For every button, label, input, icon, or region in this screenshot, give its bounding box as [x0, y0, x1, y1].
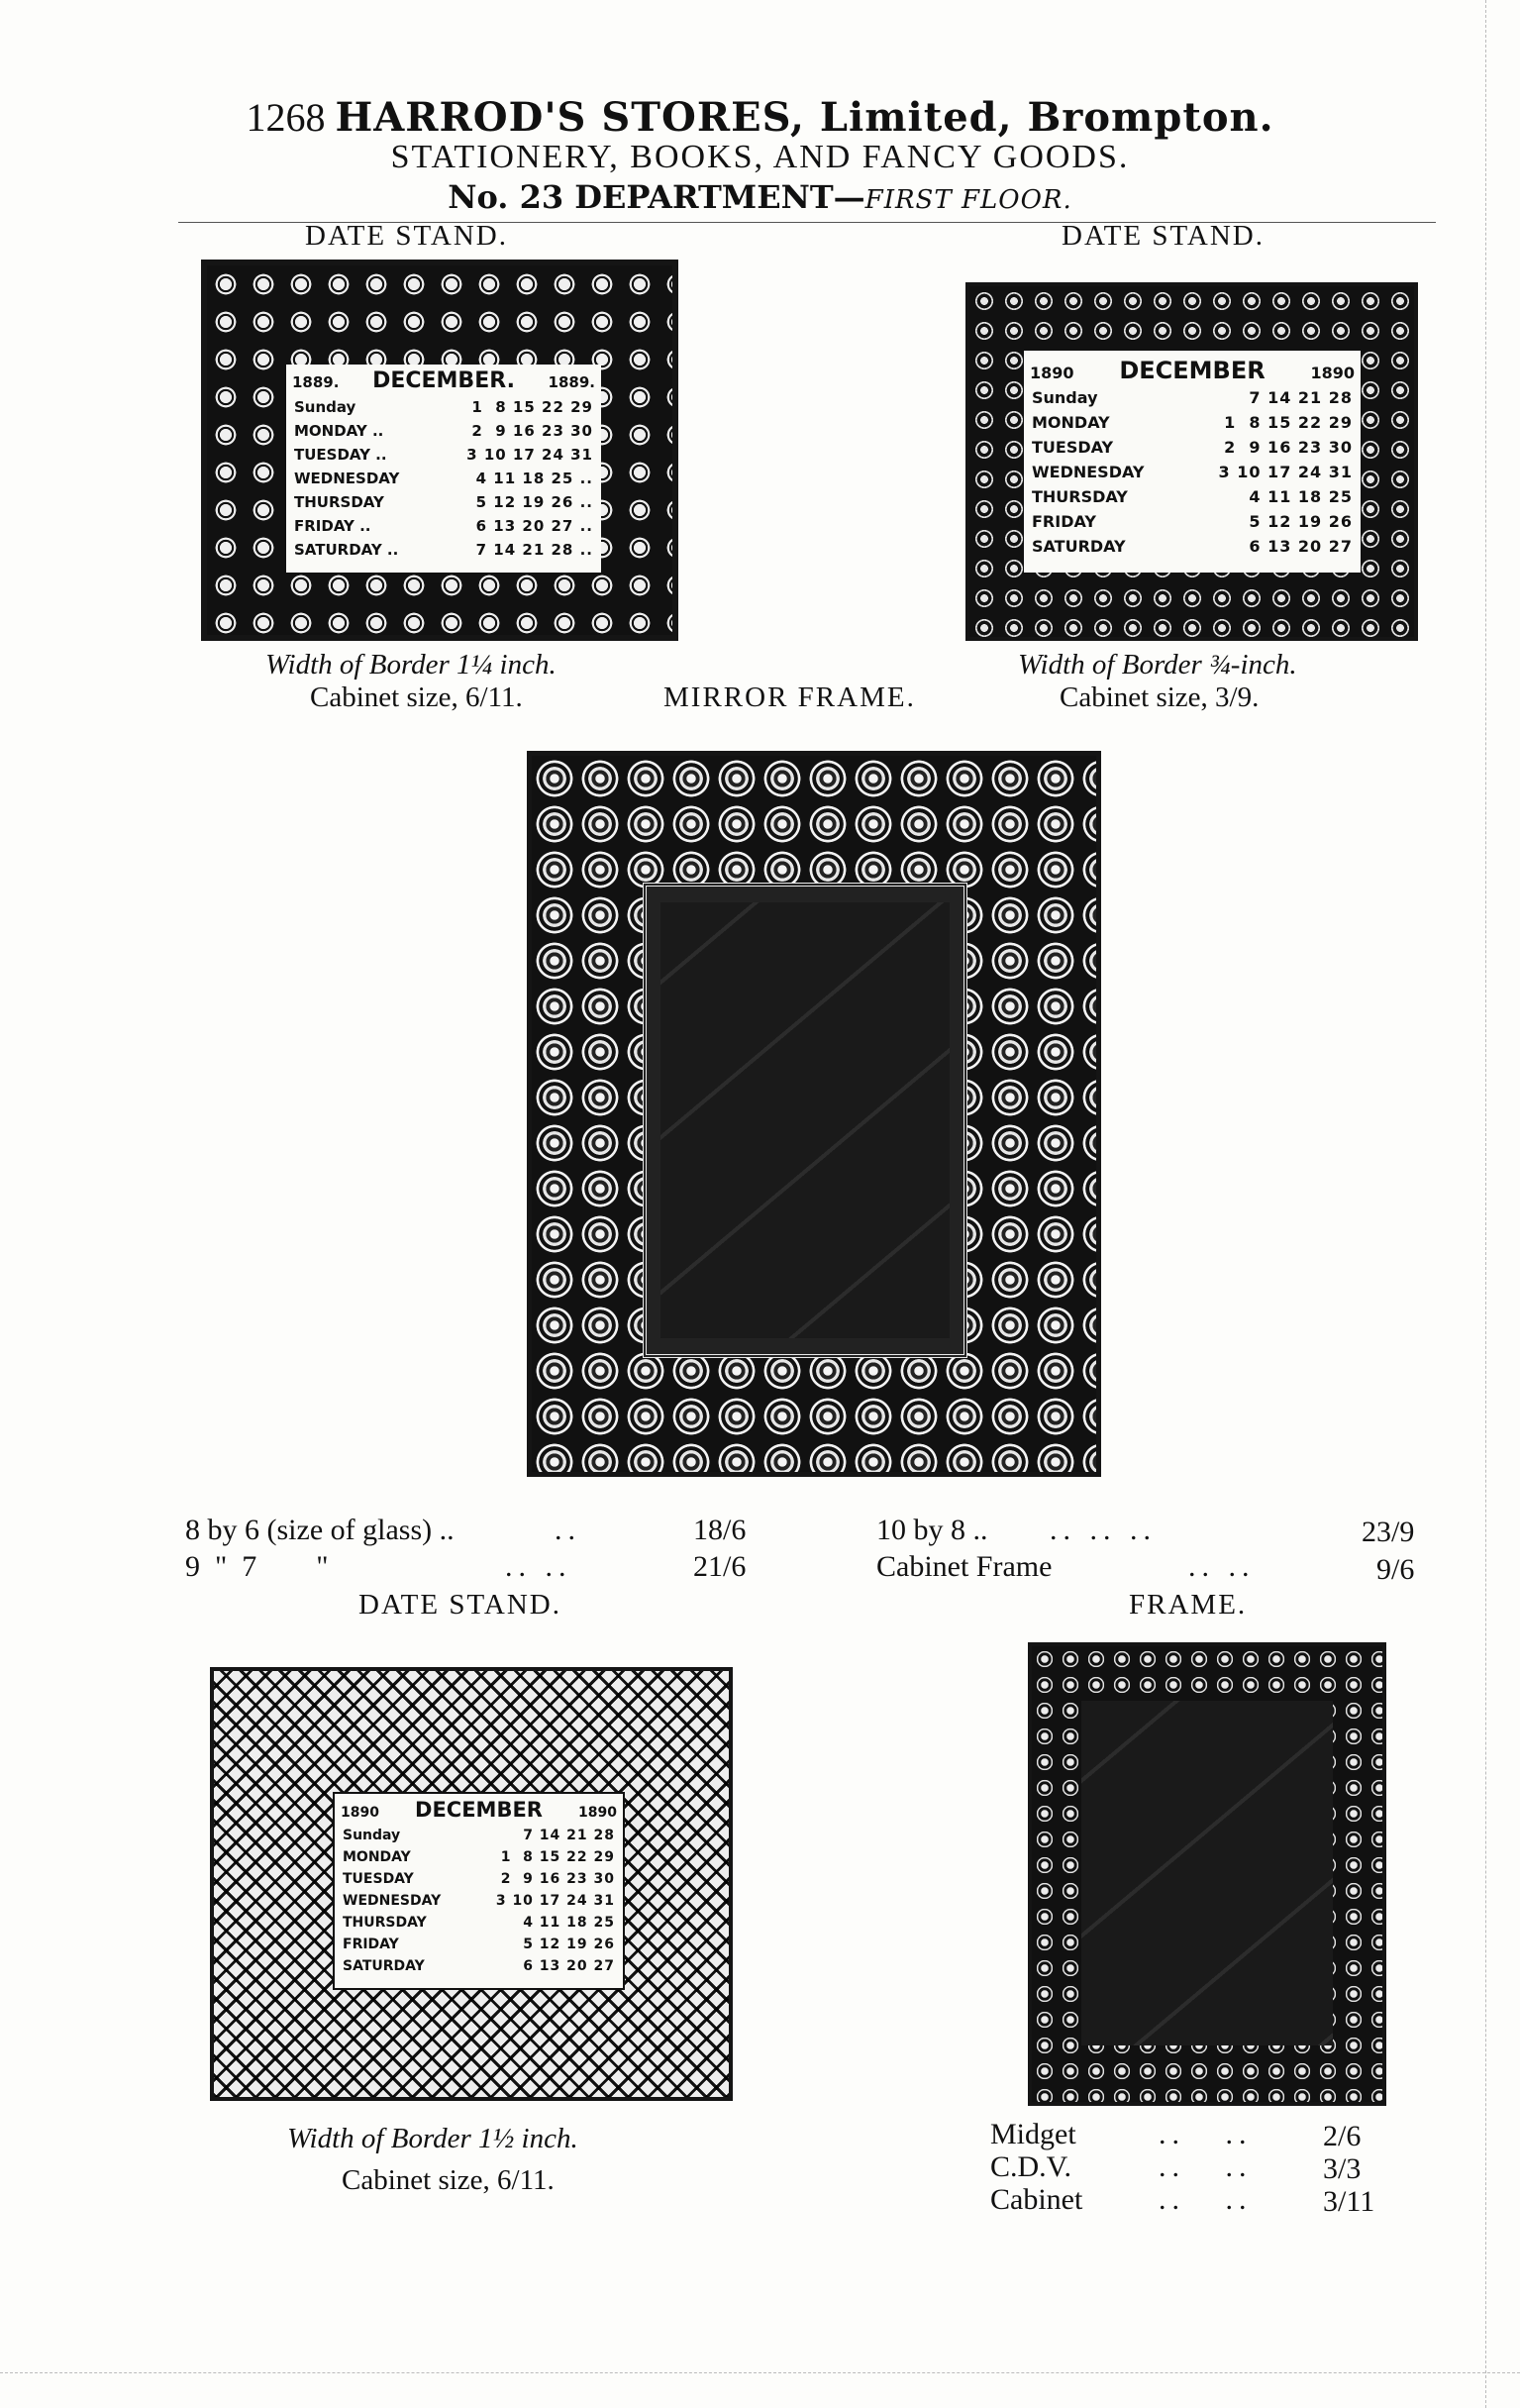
price-value: 3/11 [1323, 2185, 1375, 2218]
price-dots: .. .. [1159, 2118, 1253, 2150]
calendar-day-name: MONDAY [1032, 413, 1110, 432]
calendar-day-numbers: 1 8 15 22 29 [471, 398, 593, 416]
price-dots: .. .. [1159, 2150, 1253, 2183]
date-stand-3-frame [210, 1667, 733, 2101]
mirror-glass [660, 902, 950, 1338]
calendar-day-numbers: 3 10 17 24 31 [1218, 463, 1353, 481]
page-number: 1268 [246, 95, 326, 140]
small-frame [1028, 1642, 1386, 2106]
mirror-frame-title: MIRROR FRAME. [663, 681, 916, 713]
calendar-row [335, 1828, 623, 1843]
calendar-row [335, 1871, 623, 1887]
calendar-row [335, 1849, 623, 1865]
calendar-day-name: Sunday [294, 398, 356, 416]
calendar-row [286, 422, 601, 440]
price-dots: .. .. [505, 1550, 572, 1583]
mirror-price-row [876, 1514, 988, 1547]
calendar-row [286, 470, 601, 487]
calendar-day-name: FRIDAY [1032, 512, 1096, 531]
catalog-subtitle: STATIONERY, BOOKS, AND FANCY GOODS. [390, 139, 1130, 175]
mirror-price-row [185, 1550, 329, 1584]
date-stand-2-border-caption: Width of Border ¾-inch. [1018, 649, 1297, 681]
price-dots: .. .. .. [1050, 1514, 1157, 1546]
calendar-day-numbers: 1 8 15 22 29 [1224, 413, 1353, 432]
calendar-day-name: SATURDAY [343, 1958, 425, 1974]
price-label: 9 " 7 " [185, 1550, 329, 1583]
calendar-year-right: 1889. [548, 373, 595, 391]
calendar-row [286, 493, 601, 511]
price-value: 21/6 [693, 1550, 747, 1583]
calendar-day-numbers: 4 11 18 25 [1249, 487, 1353, 506]
calendar-day-numbers: 1 8 15 22 29 [500, 1849, 615, 1865]
small-frame-title: FRAME. [1129, 1589, 1248, 1621]
calendar-day-name: MONDAY [343, 1849, 411, 1865]
calendar-day-numbers: 4 11 18 25 [523, 1915, 615, 1931]
company-name: HARROD'S STORES, Limited, Brompton. [335, 94, 1274, 141]
calendar-row [1024, 537, 1361, 556]
calendar-row [286, 541, 601, 559]
calendar-day-numbers: 5 12 19 26 [523, 1937, 615, 1952]
calendar-row [286, 446, 601, 464]
calendar-day-name: THURSDAY [294, 493, 384, 511]
calendar-day-numbers: 6 13 20 27 [523, 1958, 615, 1974]
date-stand-1-frame [201, 260, 678, 641]
calendar-year-right: 1890 [1310, 364, 1355, 382]
calendar-day-numbers: 4 11 18 25 .. [475, 470, 593, 487]
calendar-row [1024, 487, 1361, 506]
calendar-row [335, 1937, 623, 1952]
price-value: 18/6 [693, 1514, 747, 1546]
price-label: Cabinet Frame [876, 1550, 1053, 1583]
date-stand-2-calendar [1024, 351, 1361, 573]
calendar-day-name: WEDNESDAY [343, 1893, 442, 1909]
calendar-year-left: 1890 [1030, 364, 1074, 382]
mirror-frame [527, 751, 1101, 1477]
calendar-row [1024, 463, 1361, 481]
calendar-heading [335, 1798, 623, 1822]
calendar-day-name: MONDAY .. [294, 422, 384, 440]
calendar-day-numbers: 5 12 19 26 [1249, 512, 1353, 531]
calendar-day-numbers: 3 10 17 24 31 [495, 1893, 615, 1909]
calendar-day-name: FRIDAY .. [294, 517, 371, 535]
mirror-price-row [185, 1514, 455, 1547]
calendar-day-name: THURSDAY [343, 1915, 427, 1931]
date-stand-2-price: Cabinet size, 3/9. [1060, 681, 1260, 713]
calendar-day-name: TUESDAY .. [294, 446, 387, 464]
calendar-month: DECEMBER. [372, 368, 515, 393]
calendar-row [335, 1958, 623, 1974]
calendar-day-numbers: 2 9 16 23 30 [471, 422, 593, 440]
calendar-row [1024, 438, 1361, 457]
floor-label: FIRST FLOOR. [864, 185, 1072, 215]
date-stand-1-price: Cabinet size, 6/11. [310, 681, 523, 713]
calendar-day-name: Sunday [343, 1828, 401, 1843]
page-edge-bottom [0, 2372, 1520, 2374]
small-frame-price-row [990, 2118, 1076, 2151]
calendar-day-numbers: 7 14 21 28 [1249, 388, 1353, 407]
price-label: 10 by 8 .. [876, 1514, 988, 1546]
calendar-day-numbers: 7 14 21 28 .. [475, 541, 593, 559]
date-stand-3-calendar [333, 1792, 625, 1990]
date-stand-1-border-caption: Width of Border 1¼ inch. [265, 649, 557, 681]
price-value: 2/6 [1323, 2120, 1362, 2152]
date-stand-3-price: Cabinet size, 6/11. [342, 2164, 555, 2196]
price-dots: .. [555, 1514, 581, 1546]
date-stand-1-title: DATE STAND. [305, 220, 508, 252]
calendar-year-left: 1890 [341, 1805, 379, 1821]
date-stand-1-calendar [286, 365, 601, 573]
calendar-year-right: 1890 [578, 1805, 617, 1821]
calendar-heading [286, 368, 601, 393]
price-label: Cabinet [990, 2183, 1083, 2216]
small-frame-price-row [990, 2150, 1071, 2184]
calendar-day-name: TUESDAY [343, 1871, 414, 1887]
price-value: 3/3 [1323, 2152, 1362, 2185]
price-label: C.D.V. [990, 2150, 1071, 2183]
calendar-day-name: SATURDAY [1032, 537, 1126, 556]
calendar-day-numbers: 6 13 20 27 [1249, 537, 1353, 556]
calendar-day-name: Sunday [1032, 388, 1098, 407]
calendar-day-numbers: 5 12 19 26 .. [475, 493, 593, 511]
calendar-day-numbers: 3 10 17 24 31 [466, 446, 593, 464]
calendar-day-numbers: 7 14 21 28 [523, 1828, 615, 1843]
price-value: 23/9 [1362, 1516, 1415, 1548]
date-stand-3-border-caption: Width of Border 1½ inch. [287, 2123, 578, 2154]
calendar-day-name: FRIDAY [343, 1937, 399, 1952]
price-label: 8 by 6 (size of glass) .. [185, 1514, 455, 1546]
small-frame-glass [1081, 1701, 1333, 2045]
date-stand-2-title: DATE STAND. [1062, 220, 1265, 252]
calendar-row [1024, 512, 1361, 531]
page-edge-right [1485, 0, 1487, 2408]
page-header [0, 94, 1520, 141]
calendar-month: DECEMBER [1119, 357, 1266, 384]
calendar-year-left: 1889. [292, 373, 340, 391]
date-stand-3-title: DATE STAND. [358, 1589, 561, 1621]
calendar-row [1024, 413, 1361, 432]
price-dots: .. .. [1188, 1550, 1256, 1583]
calendar-day-name: WEDNESDAY [1032, 463, 1145, 481]
calendar-day-name: THURSDAY [1032, 487, 1128, 506]
price-value: 9/6 [1376, 1553, 1415, 1586]
department-label: No. 23 DEPARTMENT— [448, 178, 865, 216]
department-line [0, 178, 1520, 216]
calendar-day-numbers: 2 9 16 23 30 [500, 1871, 615, 1887]
calendar-day-name: WEDNESDAY [294, 470, 400, 487]
price-label: Midget [990, 2118, 1076, 2150]
small-frame-price-row [990, 2183, 1082, 2217]
calendar-row [1024, 388, 1361, 407]
calendar-day-name: TUESDAY [1032, 438, 1114, 457]
calendar-day-numbers: 6 13 20 27 .. [475, 517, 593, 535]
calendar-heading [1024, 357, 1361, 384]
calendar-month: DECEMBER [415, 1798, 543, 1822]
mirror-price-row [876, 1550, 1052, 1584]
calendar-row [286, 398, 601, 416]
calendar-row [335, 1915, 623, 1931]
calendar-day-name: SATURDAY .. [294, 541, 399, 559]
price-dots: .. .. [1159, 2183, 1253, 2216]
calendar-day-numbers: 2 9 16 23 30 [1224, 438, 1353, 457]
date-stand-2-frame [965, 282, 1418, 641]
calendar-row [286, 517, 601, 535]
calendar-row [335, 1893, 623, 1909]
